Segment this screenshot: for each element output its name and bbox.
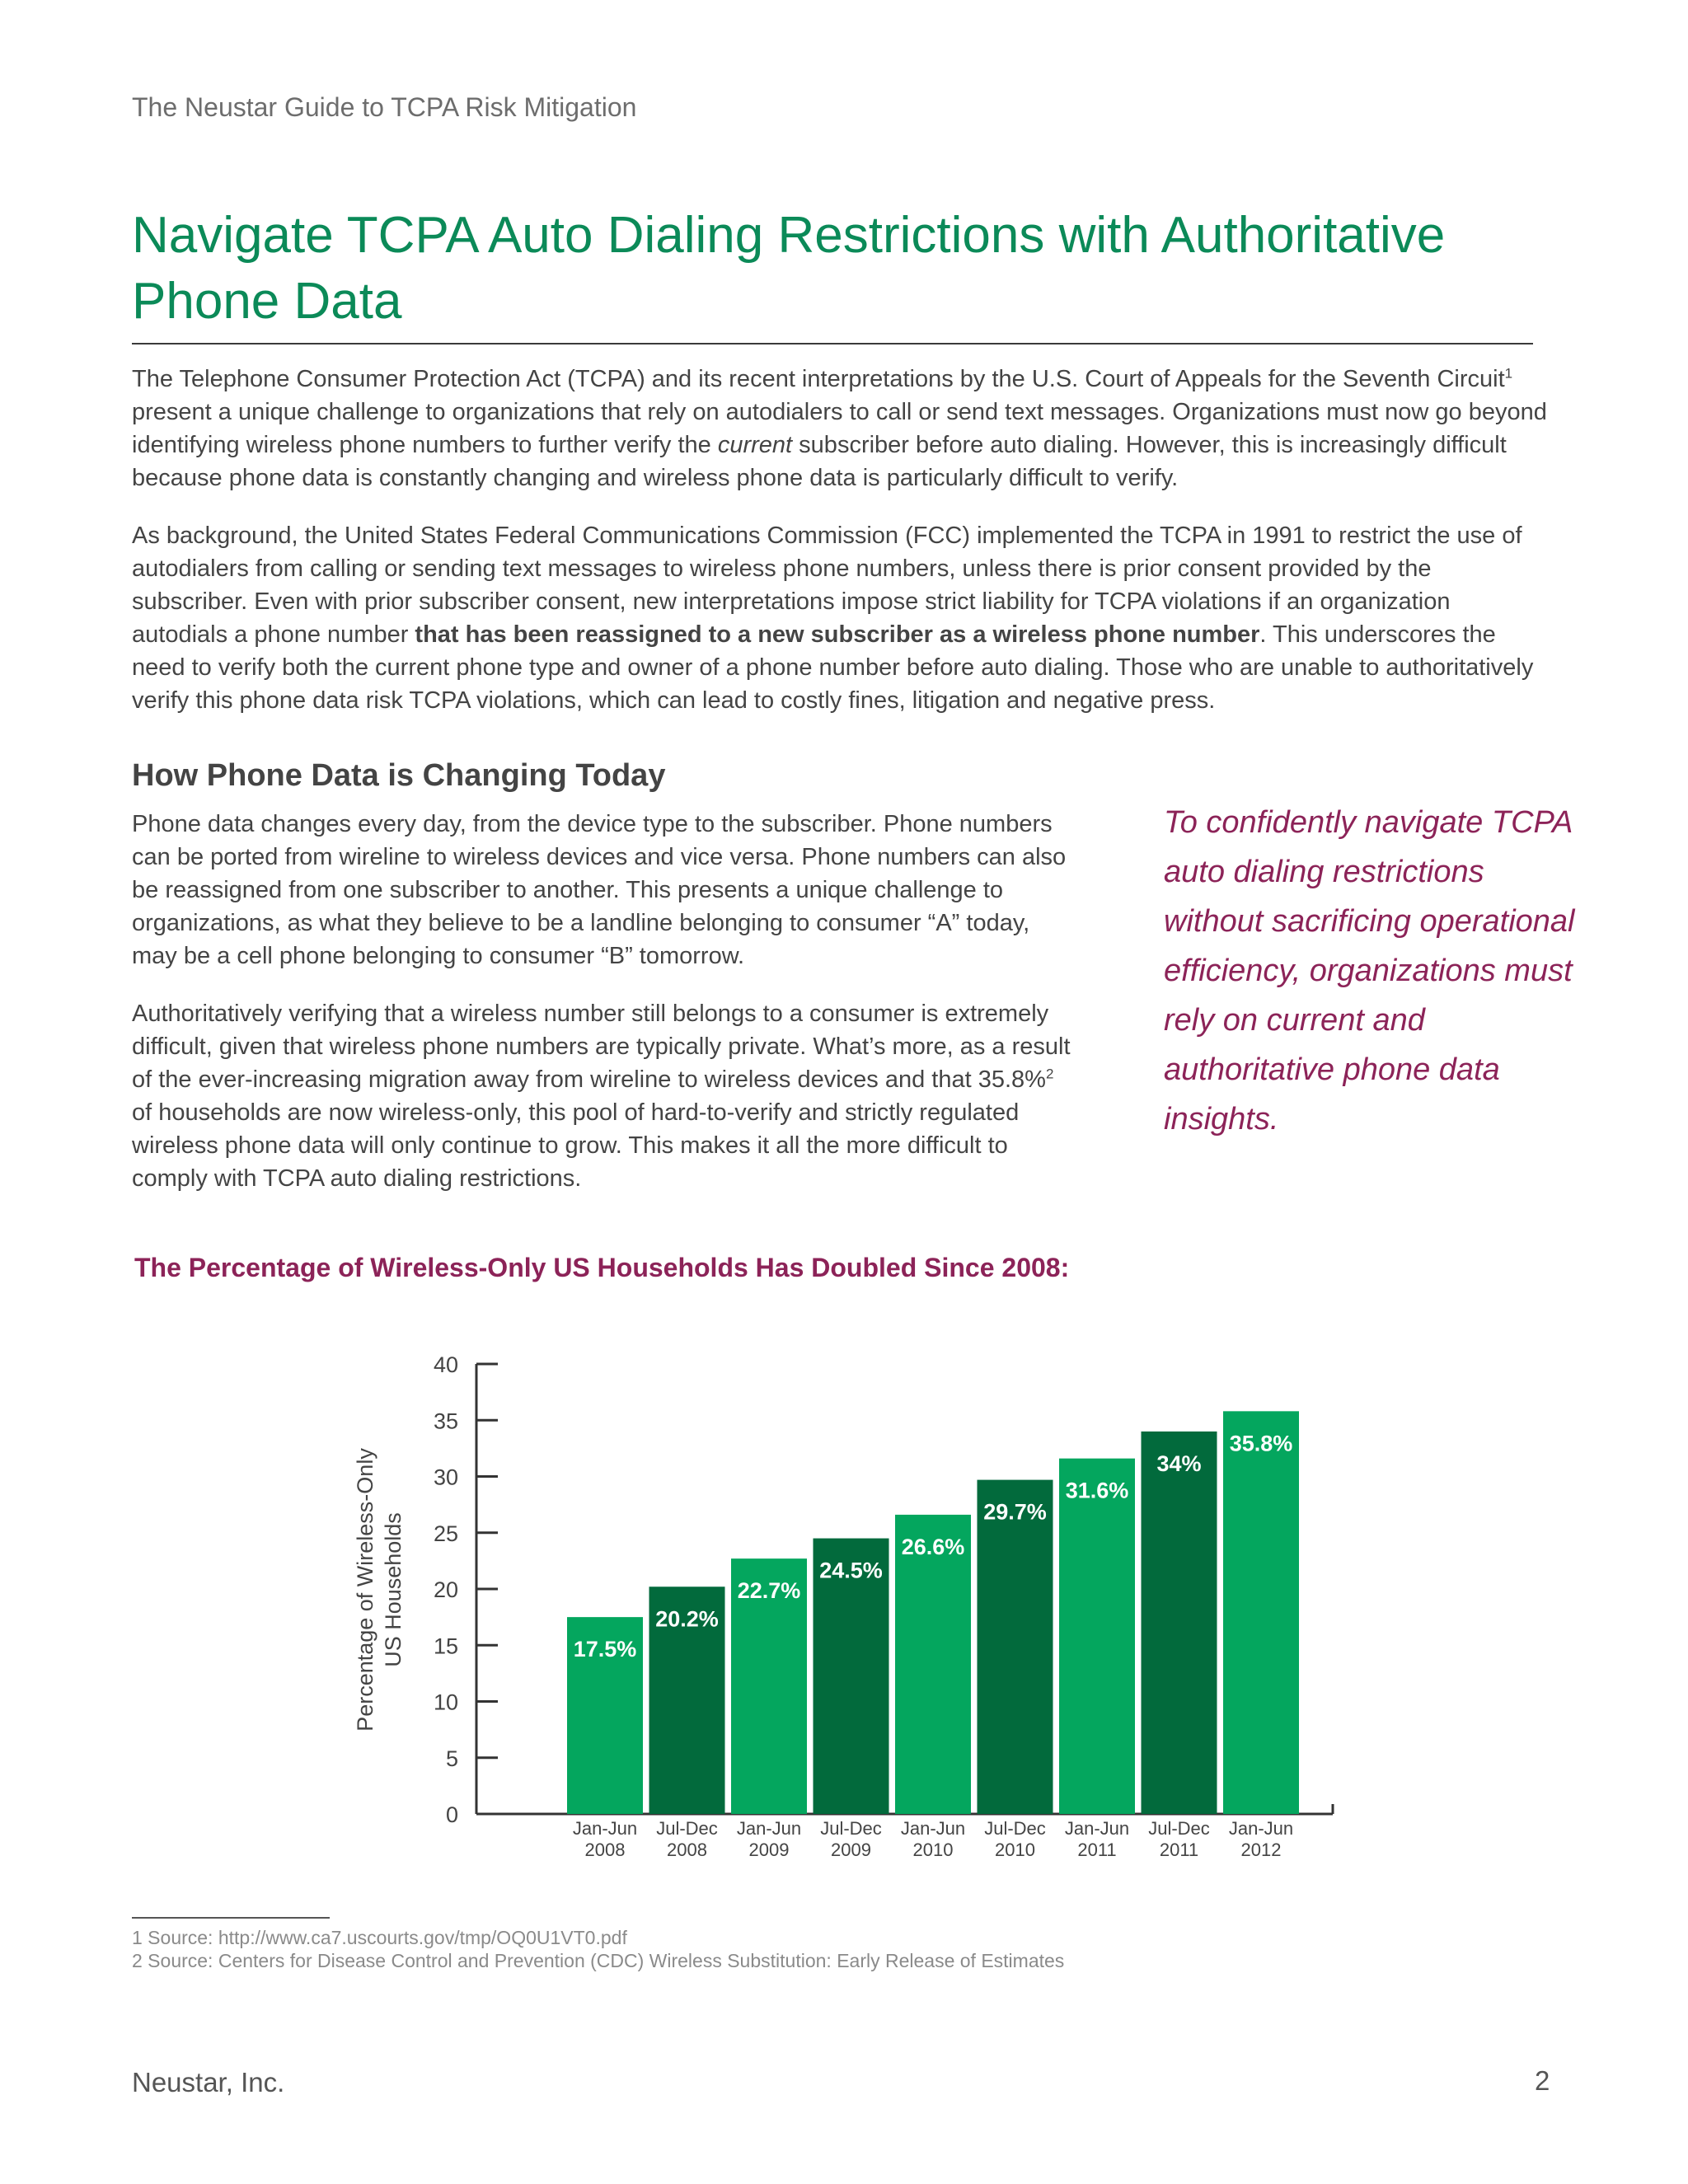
bar [1059, 1459, 1135, 1814]
y-tick-label: 35 [433, 1408, 458, 1434]
section-paragraph-1: Phone data changes every day, from the device type to the subscriber. Phone numbers can be ported from wireline to wireless devices and vice versa. Phone numbers can also be reassigned from one subscriber to another. This presents a unique challenge to organizations, as what they believe to be a landline belonging to consumer “A” today, may be a cell phone belonging to consumer “B” tomorrow. [132, 811, 1067, 969]
x-tick-label-year: 2012 [1240, 1840, 1282, 1860]
bar-value-label: 17.5% [573, 1637, 637, 1662]
x-tick-label-period: Jul-Dec [1148, 1818, 1210, 1839]
y-tick-label: 20 [433, 1577, 458, 1602]
y-tick-label: 40 [433, 1352, 458, 1377]
x-tick-label-year: 2011 [1159, 1840, 1199, 1860]
footer-company: Neustar, Inc. [132, 2067, 285, 2097]
pull-quote: To confidently navigate TCPA auto dialing restrictions without sacrificing operational efficiency, organizations must rely on current and authoritative phone data insights. [1164, 805, 1575, 1137]
intro-p1-text-c: subscriber before auto dialing. However, this is increasingly difficult because phone data is constantly changing and wireless phone data is particularly difficult to verify. [132, 432, 1507, 491]
x-tick-label-year: 2008 [667, 1840, 707, 1860]
footnote-ref-2: 2 [1045, 1066, 1054, 1082]
bar-value-label: 29.7% [983, 1499, 1047, 1525]
x-tick-label-year: 2010 [912, 1840, 954, 1860]
bar [1142, 1432, 1217, 1814]
bar-value-label: 22.7% [737, 1578, 801, 1604]
x-tick-label-year: 2009 [748, 1840, 790, 1860]
x-tick-label-period: Jan-Jun [572, 1818, 638, 1839]
intro-p2-text-b: . This underscores the need to verify both the current phone type and owner of a phone number before auto dialing. Those who are unable to authoritatively verify this phone data risk TCPA violations, which can lead to costly fines, litigation and negative press. [132, 621, 1534, 714]
x-tick-label-period: Jan-Jun [736, 1818, 802, 1839]
bar-value-label: 34% [1156, 1451, 1202, 1476]
y-tick-label: 5 [445, 1746, 458, 1771]
bar-value-label: 26.6% [901, 1534, 965, 1559]
x-tick-label-period: Jan-Jun [900, 1818, 966, 1839]
x-tick-label-period: Jan-Jun [1064, 1818, 1130, 1839]
y-axis-label-line-1: Percentage of Wireless-Only [353, 1448, 377, 1732]
x-tick-label-year: 2008 [584, 1840, 626, 1860]
intro-p2-text-a: As background, the United States Federal Communications Commission (FCC) implemented the TCPA in 1991 to restrict the use of autodialers from calling or sending text messages to wireless phone numbers, unless there is prior consent provided by the subscriber. Even with prior subscriber consent, new interpretations impose strict liability for TCPA violations if an organization autodials a phone number [132, 523, 1522, 648]
bar-value-label: 35.8% [1229, 1431, 1293, 1456]
bar-value-label: 31.6% [1065, 1478, 1129, 1503]
footnote-1: 1 Source: http://www.ca7.uscourts.gov/tmp/OQ0U1VT0.pdf [132, 1927, 627, 1948]
intro-p1-text-b: present a unique challenge to organizations that rely on autodialers to call or send text messages. Organizations must now go beyond identifying wireless phone numbers to further verify the [132, 399, 1547, 458]
document-header: The Neustar Guide to TCPA Risk Mitigation [132, 92, 637, 122]
y-tick-label: 15 [433, 1633, 458, 1659]
x-tick-label-period: Jul-Dec [984, 1818, 1046, 1839]
intro-p1-emphasis: current [717, 432, 793, 458]
chart-title: The Percentage of Wireless-Only US Households Has Doubled Since 2008: [134, 1253, 1070, 1282]
y-tick-label: 25 [433, 1521, 458, 1546]
y-tick-label: 30 [433, 1465, 458, 1490]
x-tick-label-period: Jan-Jun [1228, 1818, 1294, 1839]
bar [978, 1480, 1053, 1814]
x-tick-label-year: 2010 [995, 1840, 1035, 1860]
bar [895, 1515, 971, 1814]
y-tick-label: 0 [445, 1802, 458, 1827]
x-tick-label-year: 2011 [1077, 1840, 1117, 1860]
footnote-ref-1: 1 [1504, 365, 1513, 382]
y-axis-label-line-2: US Households [381, 1512, 406, 1667]
bar-value-label: 20.2% [655, 1606, 719, 1632]
section-p2-text-b: of households are now wireless-only, this pool of hard-to-verify and strictly regulated wireless phone data will only continue to grow. This makes it all the more difficult to comply with TCPA auto dialing restrictions. [132, 1099, 1020, 1192]
intro-p2-bold: that has been reassigned to a new subscriber as a wireless phone number [415, 621, 1260, 648]
intro-p1-text-a: The Telephone Consumer Protection Act (TCPA) and its recent interpretations by the U.S. Court of Appeals for the Seventh Circuit [132, 366, 1505, 392]
section-heading: How Phone Data is Changing Today [132, 758, 666, 793]
x-tick-label-period: Jul-Dec [820, 1818, 882, 1839]
bar [1223, 1411, 1299, 1814]
page-title: Navigate TCPA Auto Dialing Restrictions with Authoritative Phone Data [132, 207, 1446, 330]
x-tick-label-period: Jul-Dec [656, 1818, 718, 1839]
bar-value-label: 24.5% [819, 1558, 883, 1583]
footnote-divider [132, 1917, 330, 1919]
footnote-2: 2 Source: Centers for Disease Control and Prevention (CDC) Wireless Substitution: Early Release of Estimates [132, 1950, 1065, 1971]
x-tick-label-year: 2009 [831, 1840, 871, 1860]
page-number: 2 [1535, 2065, 1550, 2096]
section-p2-text-a: Authoritatively verifying that a wireless number still belongs to a consumer is extremely difficult, given that wireless phone numbers are typically private. What’s more, as a result of the ever-increasing migration away from wireline to wireless devices and that 35.8% [132, 1001, 1071, 1093]
y-tick-label: 10 [433, 1690, 458, 1715]
